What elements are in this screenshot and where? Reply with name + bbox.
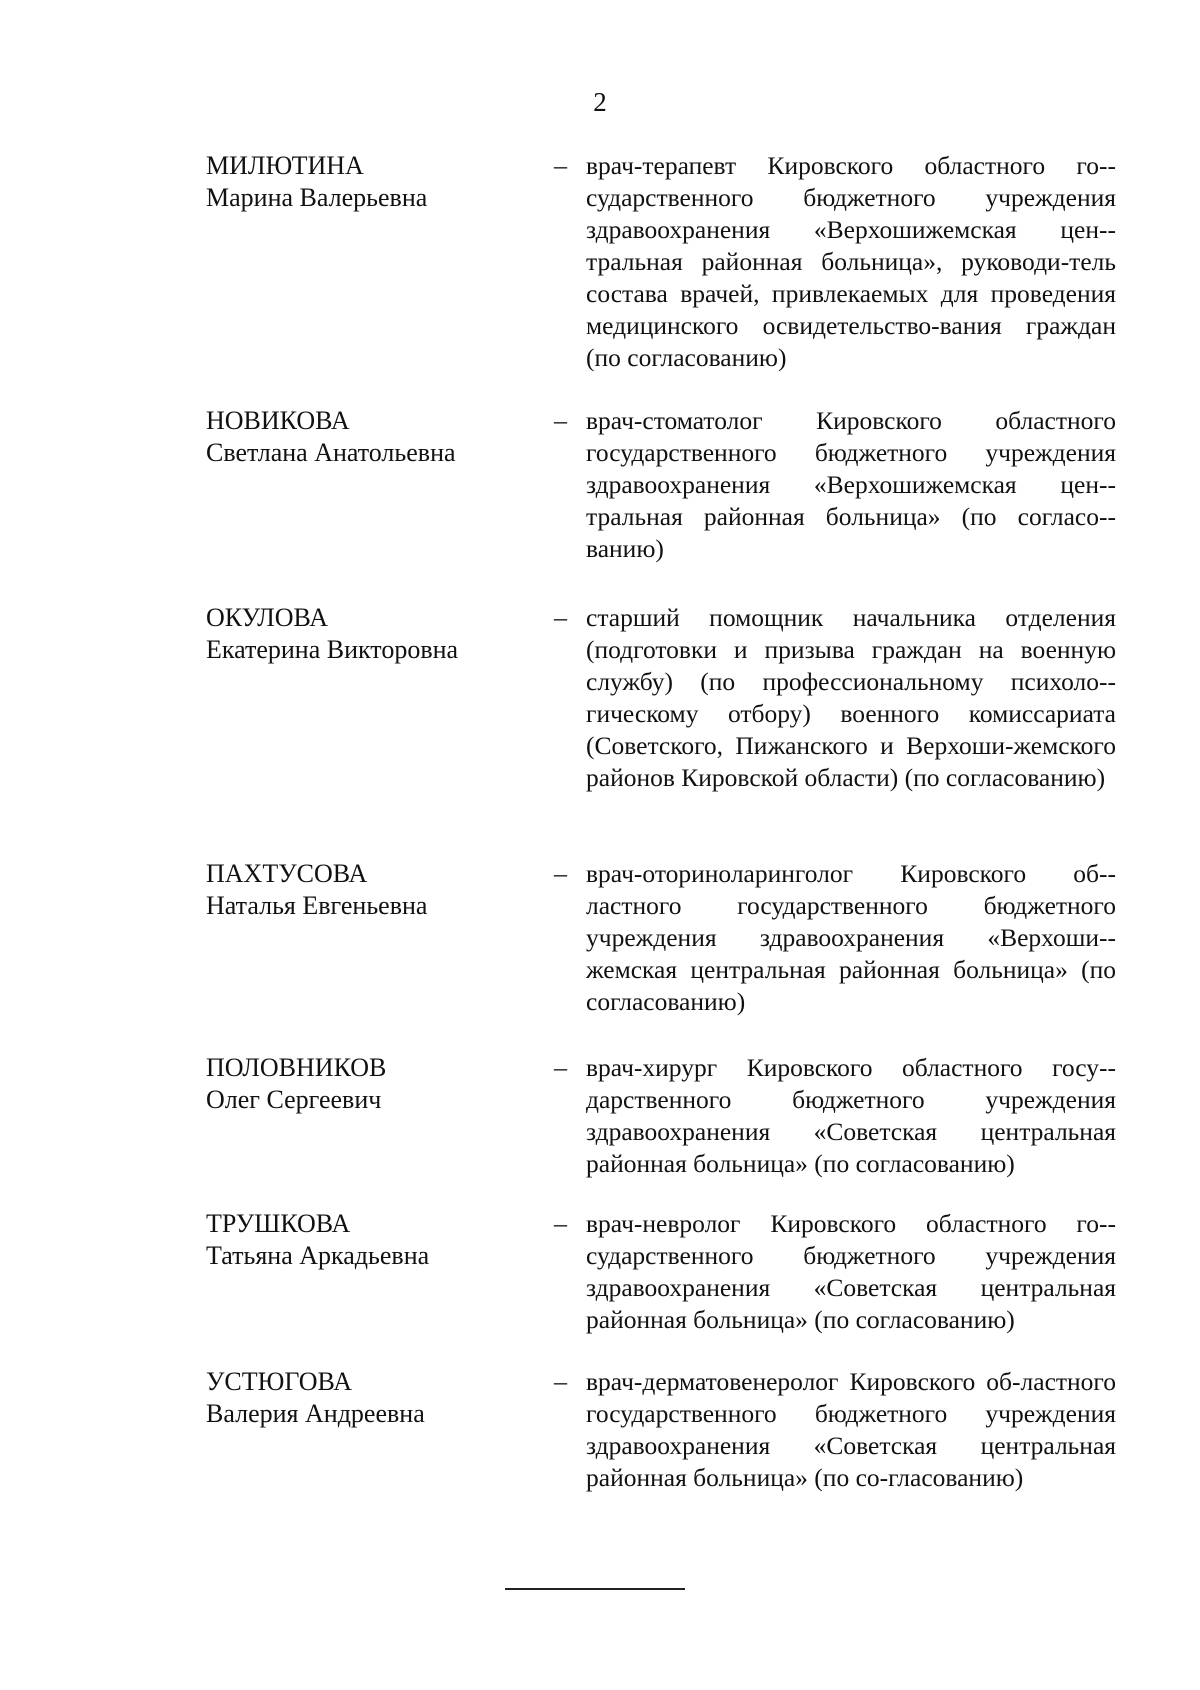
member-role: врач-терапевт Кировского областного го-сударственного бюджетного учреждения здравоохранения «Верхошижемская цен-тральная районная больница», руководи-тель состава врачей, привлекаемых для проведения медицинского освидетельство-вания граждан (по согласованию): [586, 151, 1116, 372]
entry-dash: –: [554, 1053, 567, 1082]
entry-dash: –: [554, 151, 567, 180]
entry-dash: –: [554, 1367, 567, 1396]
member-given-names: Светлана Анатольевна: [206, 438, 456, 467]
member-surname: НОВИКОВА: [206, 406, 350, 435]
page-number: 2: [593, 87, 607, 117]
member-given-names: Татьяна Аркадьевна: [206, 1241, 430, 1270]
member-given-names: Екатерина Викторовна: [206, 635, 459, 664]
member-role: врач-хирург Кировского областного госу-дарственного бюджетного учреждения здравоохранения «Советская центральная районная больница» (по согласованию): [586, 1053, 1116, 1178]
entry-dash: –: [554, 1209, 567, 1238]
closing-rule: [505, 1588, 685, 1590]
member-surname: ПАХТУСОВА: [206, 859, 368, 888]
member-role: врач-оториноларинголог Кировского об-ластного государственного бюджетного учреждения здравоохранения «Верхоши-жемская центральная районная больница» (по согласованию): [586, 859, 1116, 1016]
member-role: врач-стоматолог Кировского областного государственного бюджетного учреждения здравоохранения «Верхошижемская цен-тральная районная больница» (по согласо-ванию): [586, 406, 1116, 563]
member-surname: ОКУЛОВА: [206, 603, 328, 632]
member-surname: УСТЮГОВА: [206, 1367, 352, 1396]
member-surname: ТРУШКОВА: [206, 1209, 351, 1238]
member-person: [206, 602, 536, 666]
member-person: [206, 405, 536, 469]
member-role: врач-дерматовенеролог Кировского об-ластного государственного бюджетного учреждения здравоохранения «Советская центральная районная больница» (по со-гласованию): [586, 1367, 1116, 1492]
member-person: [206, 1208, 536, 1272]
member-person: [206, 1052, 536, 1116]
entry-dash: –: [554, 859, 567, 888]
member-role: старший помощник начальника отделения (подготовки и призыва граждан на военную службу) (по профессиональному психоло-гическому отбору) военного комиссариата (Советского, Пижанского и Верхоши-жемского районов Кировской области) (по согласованию): [586, 603, 1116, 792]
member-person: [206, 150, 536, 214]
member-given-names: Марина Валерьевна: [206, 183, 428, 212]
member-surname: ПОЛОВНИКОВ: [206, 1053, 387, 1082]
member-given-names: Наталья Евгеньевна: [206, 891, 428, 920]
member-surname: МИЛЮТИНА: [206, 151, 364, 180]
entry-dash: –: [554, 406, 567, 435]
member-given-names: Олег Сергеевич: [206, 1085, 382, 1114]
member-given-names: Валерия Андреевна: [206, 1399, 425, 1428]
member-person: [206, 1366, 536, 1430]
member-person: [206, 858, 536, 922]
member-role: врач-невролог Кировского областного го-сударственного бюджетного учреждения здравоохранения «Советская центральная районная больница» (по согласованию): [586, 1209, 1116, 1334]
entry-dash: –: [554, 603, 567, 632]
